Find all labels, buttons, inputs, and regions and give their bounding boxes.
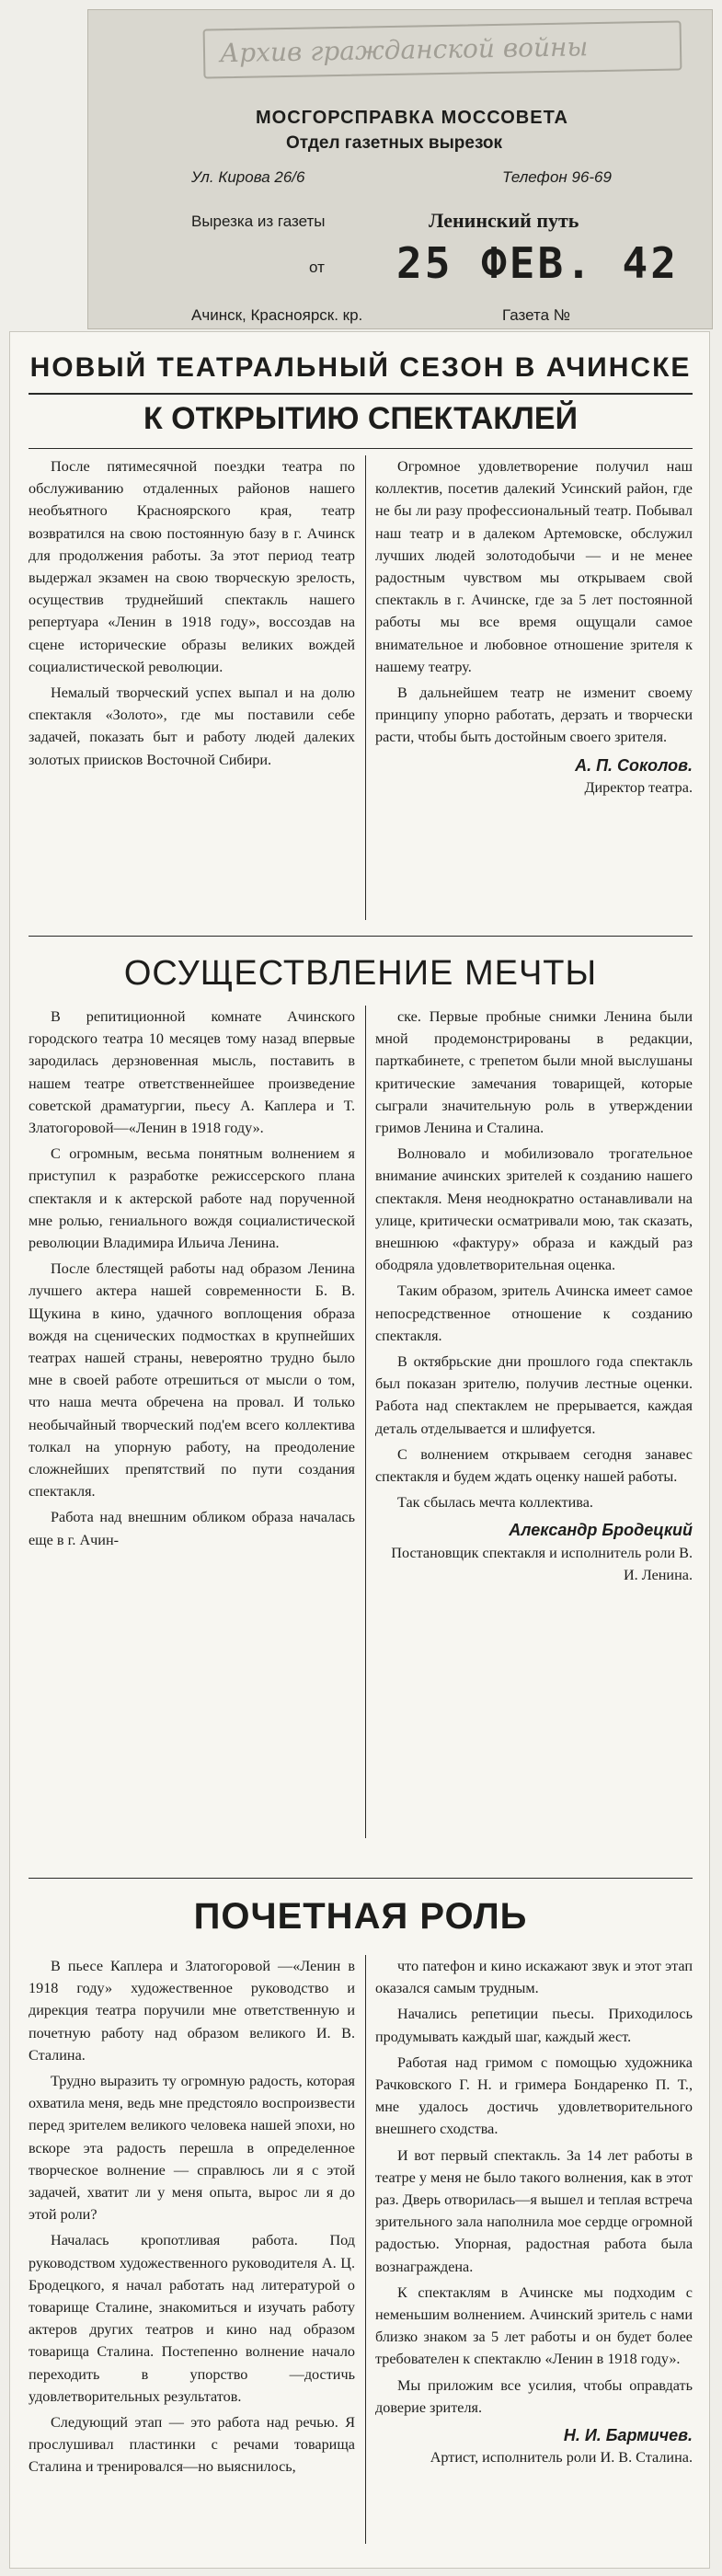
article2-left-column [29,1006,355,1555]
paragraph: И вот первый спектакль. За 14 лет работы в театре у меня не было такого волнения, как в этот раз. Дверь отворилась—я вышел и теплая встреча зрительного зала наполнила мое сердце огромной радостью. Упорная, радостная работа была вознаграждена. [375,2146,693,2275]
paragraph: Начались репетиции пьесы. Приходилось продумывать каждый шаг, каждый жест. [375,2006,693,2045]
article1-signature: А. П. Соколов. [575,755,693,775]
handwritten-scrawl: Архив гражданской войны [203,20,682,78]
column-divider [365,1006,366,1838]
paragraph: В репитиционной комнате Ачинского городского театра 10 месяцев тому назад впервые зародилась дерзновенная мысль, поставить в нашем театре ответственнейшее произведение советской драматургии, пьесу А. Каплера и Т. Златогоровой—«Ленин в 1918 году». [29,1008,355,1137]
article-separator [29,1878,693,1879]
paragraph: После блестящей работы над образом Ленина лучшего актера нашей современности Б. В. Щукина в кино, удачного воплощения образа вождя на сценических подмостках в крупнейших театрах нашей страны, невероятно трудно было мне в своей работе отрешиться от мысли о том, что наша мечта обречена на провал. И только необычайный творческий под'ем всего коллектива толкал на упорную работу, на преодоление сложнейших препятствий по пути создания спектакля. [29,1260,355,1501]
paragraph: ске. Первые пробные снимки Ленина были мной продемонстрированы в редакции, парткабинете, с трепетом были мной выслушаны критические замечания товарищей, которые сыграли значительную роль в утверждении гримов Ленина и Сталина. [375,1008,693,1137]
date-stamp: 25 ФЕВ. 42 [396,238,679,288]
paragraph: С огромным, весьма понятным волнением я приступил к разработке режиссерского плана спектакля и к актерской работе над порученной мне ролью, гениального вождя социалистической революции Владимира Ильича Ленина. [29,1145,355,1252]
paragraph: К спектаклям в Ачинске мы подходим с неменьшим волнением. Ачинский зритель с нами близко знаком за 5 лет работы и он будет более требователен к спектаклю «Ленин в 1918 году». [375,2283,693,2368]
article2-right-column [375,1006,693,1586]
paragraph: Работа над внешним обликом образа началась еще в г. Ачин- [29,1509,355,1548]
department-name: Отдел газетных вырезок [286,133,503,153]
organization-phone: Телефон 96-69 [502,168,612,186]
paragraph: Волновало и мобилизовало трогательное внимание ачинских зрителей к созданию нашего спектакля. Меня неоднократно останавливали на улице, критически осматривали мою, так сказать, внешнюю «фактуру» образа и каждый раз ободряла удовлетворительная оценка. [375,1145,693,1274]
article3-signature-role: Артист, исполнитель роли И. В. Сталина. [430,2449,693,2467]
article3-signature: Н. И. Бармичев. [563,2426,693,2445]
paragraph: что патефон и кино искажают звук и этот этап оказался самым трудным. [375,1958,693,1997]
article1-title-rule [29,448,693,449]
paragraph: Мы приложим все усилия, чтобы оправдать доверие зрителя. [375,2376,693,2416]
article2-signature-role: Постановщик спектакля и исполнитель роли В. И. Ленина. [391,1544,693,1583]
article-separator [29,936,693,937]
paragraph: Немалый творческий успех выпал и на долю спектакля «Золото», где мы поставили себе задачей, показать быт и работу людей далеких золотых приисков Восточной Сибири. [29,684,355,768]
city-label: Ачинск, Красноярск. кр. [191,306,363,324]
article3-right-column [375,1955,693,2468]
paragraph: Следующий этап — это работа над речью. Я прослушивал пластинки с речами товарища Сталина и тренировался—но выяснилось, [29,2414,355,2476]
article3-title: ПОЧЕТНАЯ РОЛЬ [193,1896,528,1937]
article1-signature-role: Директор театра. [584,778,693,796]
paragraph: После пятимесячной поездки театра по обслуживанию отдаленных районов нашего необъятного Красноярского края, театр возвратился на свою постоянную базу в г. Ачинск для продолжения работы. За этот период театр выдержал экзамен на свою творческую зрелость, осуществив труднейший спектакль нашего репертуара «Ленин в 1918 году», воссоздав на сцене исторические образы великих вождей социалистической революции. [29,458,355,675]
gazeta-number-label: Газета № [502,306,571,324]
clipping-slip [87,9,713,329]
banner-rule [29,393,693,395]
paragraph: В октябрьские дни прошлого года спектакль был показан зрителю, получив лестные оценки. Работа над спектаклем не прерывается, каждая деталь отделывается и шлифуется. [375,1353,693,1437]
paragraph: С волнением открываем сегодня занавес спектакля и будем ждать оценку нашей работы. [375,1445,693,1486]
organization-address: Ул. Кирова 26/6 [191,168,305,186]
article2-title: ОСУЩЕСТВЛЕНИЕ МЕЧТЫ [123,954,598,993]
organization-name: МОСГОРСПРАВКА МОССОВЕТА [256,108,568,128]
paragraph: Работая над гримом с помощью художника Рачковского Г. Н. и гримера Бондаренко П. Т., мне удалось достичь удовлетворительного внешнего сходства. [375,2053,693,2138]
article2-signature: Александр Бродецкий [509,1521,693,1540]
paragraph: Так сбылась мечта коллектива. [397,1494,593,1512]
article3-left-column [29,1955,355,2482]
clip-from-label: Вырезка из газеты [191,213,326,230]
paragraph: В дальнейшем театр не изменит своему принципу упорно работать, дерзать и творчески расти, чтобы быть достойным своего зрителя. [375,684,693,746]
paragraph: Трудно выразить ту огромную радость, которая охватила меня, ведь мне предстояло воспроизвести перед зрителем великого человека нашей эпохи, но вскоре эта радость перешла в определенное творческое волнение — справлюсь ли я с этой задачей, хватит ли у меня опыта, вырос ли я до этой роли? [29,2073,355,2224]
article1-title: К ОТКРЫТИЮ СПЕКТАКЛЕЙ [143,401,578,436]
paragraph: Началась кропотливая работа. Под руководством художественного руководителя А. Ц. Бродецкого, я начал работать над литературой о товарище Сталине, знакомиться и изучать работу актеров других театров и кино над образом товарища Сталина. Постепенно волнение начало переходить в упорство —достичь удовлетворительных результатов. [29,2232,355,2405]
paragraph: Таким образом, зритель Ачинска имеет самое непосредственное отношение к созданию спектакля. [375,1282,693,1344]
newspaper-name: Ленинский путь [429,209,579,232]
date-label: от [309,259,325,276]
newspaper-clipping [9,331,710,2569]
column-divider [365,1955,366,2544]
article1-right-column [375,455,693,799]
paragraph: Огромное удовлетворение получил наш коллектив, посетив далекий Усинский район, где не бы ли разу профессиональный театр. Побывал наш театр и в далеком Артемовске, обслужил лучших людей золотодобычи — и не менее радостным чувством мы открываем свой спектакль в г. Ачинске, где за 5 лет постоянной работы мы все время ощущали самое внимательное и любовное отношение зрителя к нашему театру. [375,458,693,675]
article1-left-column [29,455,355,775]
paragraph: В пьесе Каплера и Златогоровой —«Ленин в 1918 году» художественное руководство и дирекция театра поручили мне ответственную и почетную работу над образом великого И. В. Сталина. [29,1958,355,2064]
page-banner: НОВЫЙ ТЕАТРАЛЬНЫЙ СЕЗОН В АЧИНСКЕ [29,352,692,383]
column-divider [365,455,366,920]
